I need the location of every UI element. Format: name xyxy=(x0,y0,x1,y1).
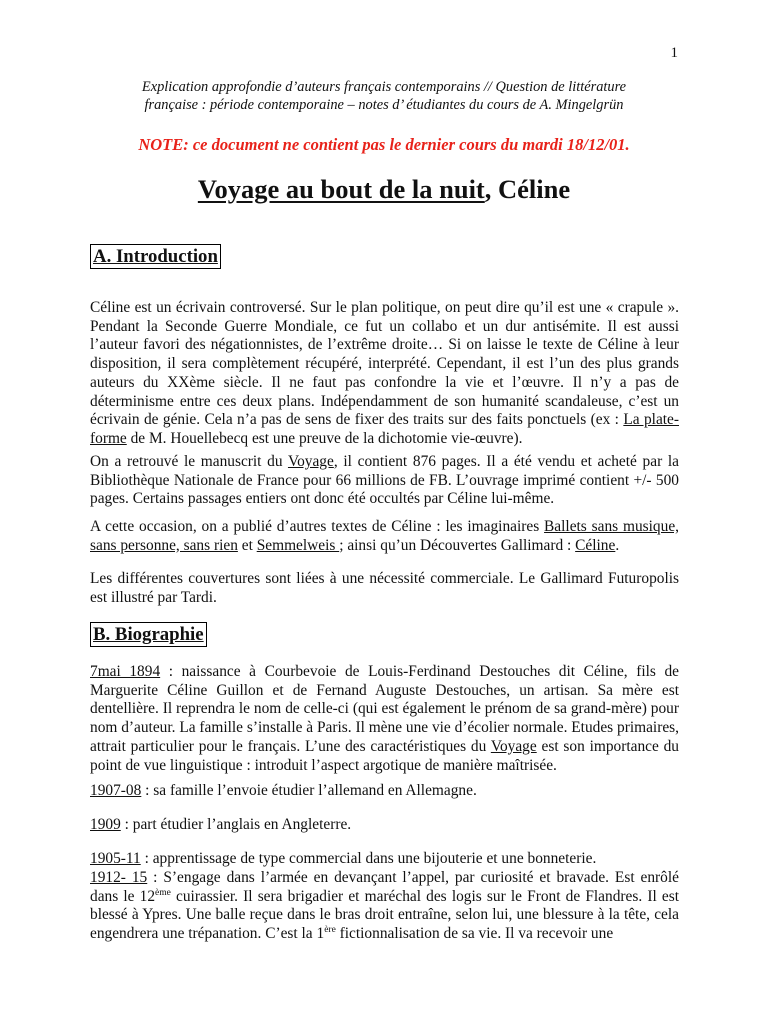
bio-date: 1907-08 xyxy=(90,782,142,799)
work-reference: Semmelweis xyxy=(256,536,340,554)
section-heading-introduction: A. Introduction xyxy=(90,244,221,269)
document-header xyxy=(90,78,678,114)
document-title xyxy=(40,173,728,205)
intro-paragraph-3: A cette occasion, on a publié d’autres textes de Céline : les imaginaires Ballets sans musique, sans personne, sans rien et Semmelweis ; ainsi qu’un Découvertes Gallimard : Céline. xyxy=(90,518,679,554)
section-heading-biographie: B. Biographie xyxy=(90,622,207,647)
work-reference: La plate-forme xyxy=(90,411,680,447)
bio-date: 1909 xyxy=(90,816,121,833)
bio-date: 1905-11 xyxy=(90,850,141,867)
intro-paragraph-1: Céline est un écrivain controversé. Sur le plan politique, on peut dire qu’il est une « crapule ». Pendant la Seconde Guerre Mondiale, ce fut un collabo et un dur antisémite. Il est aussi l’auteur favori des négationnistes, de l’extrême droite… Si on laisse le texte de Céline à leur disposition, il sera complètement récupéré, interprété. Cependant, il est l’un des plus grands auteurs du XXème siècle. Il ne faut pas confondre la vie et l’œuvre. Il n’y a pas de déterminisme entre ces deux plans. Indépendamment de son humanité scandaleuse, c’est un écrivain de génie. Cela n’a pas de sens de fixer des traits sur des faits ponctuels (ex : La plate-forme de M. Houellebecq est une preuve de la dichotomie vie-œuvre). xyxy=(90,299,680,447)
header-line-2: française : période contemporaine – notes d’ étudiantes du cours de A. Mingelgrün xyxy=(144,97,624,113)
bio-entry-1912: 1912- 15 : S’engage dans l’armée en devançant l’appel, par curiosité et bravade. Est enrôlé dans le 12ème cuirassier. Il sera brigadier et maréchal des logis sur le Front de Flandres. Il est blessé à Ypres. Une balle reçue dans le bras droit entraîne, selon lui, une blessure à la tête, cela engendrera une trépanation. C’est la 1ère fictionnalisation de sa vie. Il va recevoir une xyxy=(90,869,679,943)
bio-entry-1905: 1905-11 : apprentissage de type commercial dans une bijouterie et une bonneterie. xyxy=(90,850,597,867)
work-reference: Ballets sans musique, sans personne, sans rien xyxy=(90,518,679,554)
intro-paragraph-4: Les différentes couvertures sont liées à une nécessité commerciale. Le Gallimard Futuropolis est illustré par Tardi. xyxy=(90,570,679,606)
title-author: Céline xyxy=(498,174,571,204)
header-line-1: Explication approfondie d’auteurs français contemporains // Question de littérature xyxy=(141,79,627,95)
bio-entry-1909: 1909 : part étudier l’anglais en Angleterre. xyxy=(90,816,352,833)
bio-date: 1912- 15 xyxy=(90,869,148,886)
title-work: Voyage au bout de la nuit xyxy=(197,174,485,204)
work-reference: Céline xyxy=(575,536,616,554)
document-note: NOTE: ce document ne contient pas le dernier cours du mardi 18/12/01. xyxy=(138,135,630,154)
intro-paragraph-2: On a retrouvé le manuscrit du Voyage, il contient 876 pages. Il a été vendu et acheté par la Bibliothèque Nationale de France pour 66 millions de FB. L’ouvrage imprimé contient +/- 500 pages. Certains passages entiers ont donc été occultés par Céline lui-même. xyxy=(90,453,679,508)
work-reference: Voyage xyxy=(490,737,537,755)
bio-entry-1907: 1907-08 : sa famille l’envoie étudier l’allemand en Allemagne. xyxy=(90,782,477,799)
page-number: 1 xyxy=(670,45,678,61)
work-reference: Voyage xyxy=(287,453,334,470)
bio-date: 7mai 1894 xyxy=(90,663,161,680)
title-separator: , xyxy=(484,174,499,204)
bio-entry-1894: 7mai 1894 : naissance à Courbevoie de Louis-Ferdinand Destouches dit Céline, fils de Marguerite Céline Guillon et de Fernand Auguste Destouches, un artisan. Sa mère est dentellière. Il reprendra le nom de celle-ci (qui est également le prénom de sa grand-mère) pour nom d’auteur. La famille s’installe à Paris. Il mène une vie d’écolier normale. Etudes primaires, attrait particulier pour le français. L’une des caractéristiques du Voyage est son importance du point de vue linguistique : introduit l’aspect argotique de manière maîtrisée. xyxy=(90,663,680,774)
